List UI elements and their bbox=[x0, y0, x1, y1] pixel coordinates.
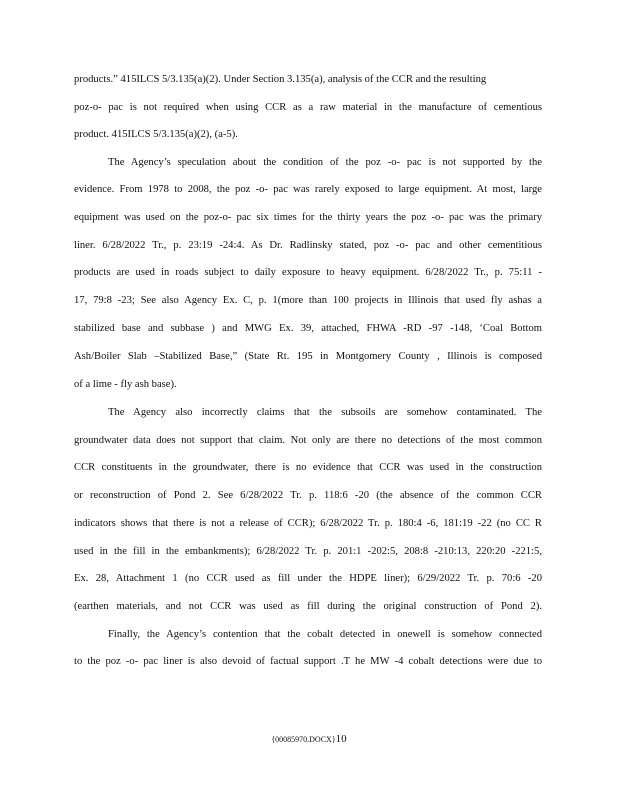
page-number: 10 bbox=[335, 733, 347, 745]
body-line: groundwater data does not support that claim. Not only are there no detections of the most common bbox=[74, 435, 542, 446]
paragraph-first-line: The Agency’s speculation about the condition of the poz -o- pac is not supported by the bbox=[108, 157, 542, 168]
body-line: liner. 6/28/2022 Tr., p. 23:19 -24:4. As Dr. Radlinsky stated, poz -o- pac and other cementitious bbox=[74, 240, 542, 251]
body-line: to the poz -o- pac liner is also devoid of factual support .T he MW -4 cobalt detections were due to bbox=[74, 656, 542, 667]
body-line: products.” 415ILCS 5/3.135(a)(2). Under Section 3.135(a), analysis of the CCR and the resulting bbox=[74, 74, 487, 85]
body-line: evidence. From 1978 to 2008, the poz -o- pac was rarely exposed to large equipment. At most, large bbox=[74, 184, 542, 195]
body-line: Ex. 28, Attachment 1 (no CCR used as fill under the HDPE liner); 6/29/2022 Tr. p. 70:6 -20 bbox=[74, 573, 542, 584]
body-line: poz-o- pac is not required when using CCR as a raw material in the manufacture of cementious bbox=[74, 102, 542, 113]
body-line: Ash/Boiler Slab –Stabilized Base,” (State Rt. 195 in Montgomery County , Illinois is composed bbox=[74, 351, 542, 362]
body-line: products are used in roads subject to daily exposure to heavy equipment. 6/28/2022 Tr., p. 75:11 - bbox=[74, 267, 542, 278]
body-line: equipment was used on the poz-o- pac six times for the thirty years the poz -o- pac was the primary bbox=[74, 212, 542, 223]
document-id: {00085970.DOCX} bbox=[271, 735, 336, 744]
body-line: product. 415ILCS 5/3.135(a)(2), (a-5). bbox=[74, 129, 238, 140]
paragraph-first-line: The Agency also incorrectly claims that the subsoils are somehow contaminated. The bbox=[108, 407, 542, 418]
paragraph-first-line: Finally, the Agency’s contention that the cobalt detected in onewell is somehow connected bbox=[108, 629, 542, 640]
body-line: or reconstruction of Pond 2. See 6/28/2022 Tr. p. 118:6 -20 (the absence of the common CCR bbox=[74, 490, 542, 501]
body-line: (earthen materials, and not CCR was used as fill during the original construction of Pond 2). bbox=[74, 601, 542, 612]
body-line: CCR constituents in the groundwater, there is no evidence that CCR was used in the construction bbox=[74, 462, 542, 473]
body-line: used in the fill in the embankments); 6/28/2022 Tr. p. 201:1 -202:5, 208:8 -210:13, 220:20 -221:5, bbox=[74, 546, 542, 557]
body-line: indicators shows that there is not a release of CCR); 6/28/2022 Tr. p. 180:4 -6, 181:19 -22 (no CC R bbox=[74, 518, 542, 529]
body-line: stabilized base and subbase ) and MWG Ex. 39, attached, FHWA -RD -97 -148, ‘Coal Bottom bbox=[74, 323, 542, 334]
body-line: of a lime - fly ash base). bbox=[74, 379, 177, 390]
body-line: 17, 79:8 -23; See also Agency Ex. C, p. 1(more than 100 projects in Illinois that used fly ashas a bbox=[74, 295, 542, 306]
page-footer bbox=[0, 733, 618, 746]
